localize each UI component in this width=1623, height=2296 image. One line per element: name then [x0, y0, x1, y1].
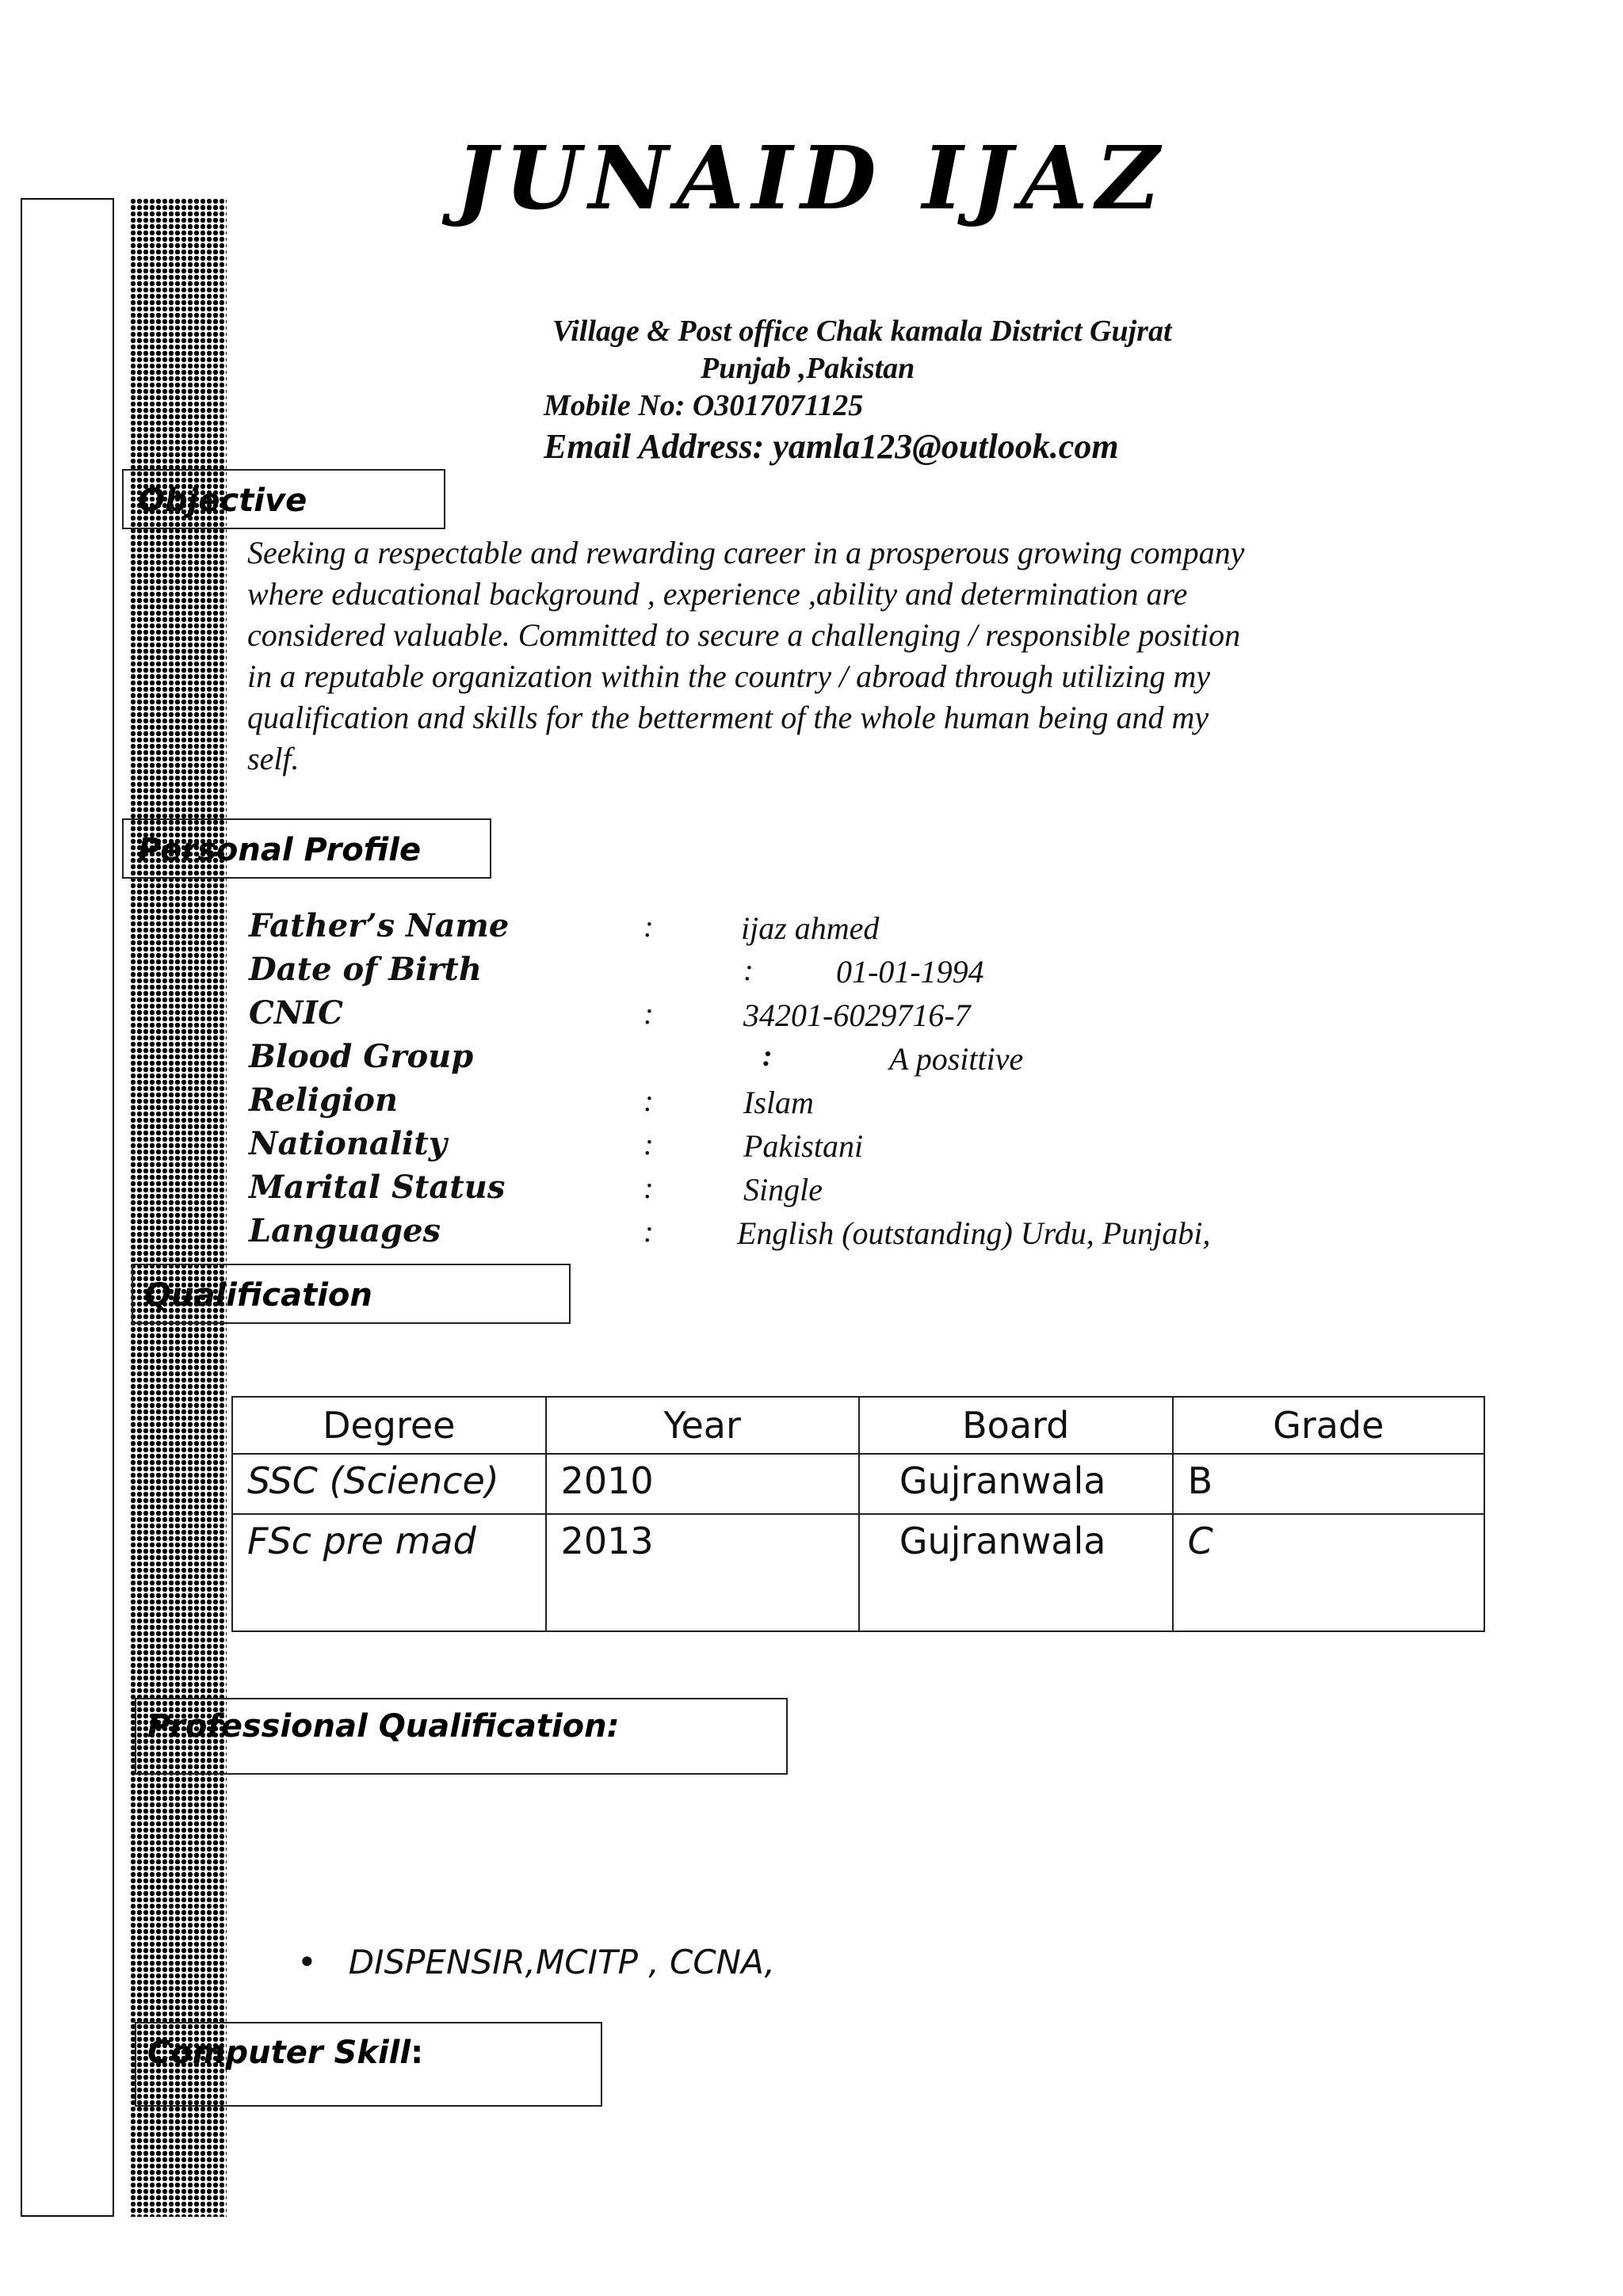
profile-label-blood-group: Blood Group: [249, 1038, 474, 1075]
qualification-table: [231, 1396, 1485, 1632]
profile-colon: :: [643, 910, 654, 944]
profile-colon: :: [643, 1215, 654, 1249]
section-personal-profile: Personal Profile: [122, 818, 491, 879]
profile-label-marital-status: Marital Status: [249, 1169, 506, 1206]
left-border-bar: [21, 198, 114, 2217]
profile-colon: :: [762, 1039, 773, 1073]
profile-label-fathers-name: Father’s Name: [249, 907, 510, 944]
profile-colon: :: [643, 997, 654, 1031]
address-line-1: Village & Post office Chak kamala District Gujrat: [552, 315, 1172, 348]
column-header-board: Board: [859, 1397, 1173, 1454]
profile-label-religion: Religion: [249, 1081, 399, 1119]
table-header-row: [232, 1397, 1484, 1454]
profile-label-dob: Date of Birth: [249, 951, 482, 988]
profile-colon: :: [743, 954, 754, 987]
profile-value-cnic: 34201-6029716-7: [743, 997, 971, 1033]
cell-board: Gujranwala: [859, 1454, 1173, 1514]
profile-value-dob: 01-01-1994: [836, 954, 984, 990]
profile-colon: :: [643, 1128, 654, 1161]
profile-value-nationality: Pakistani: [743, 1128, 864, 1164]
cell-year: 2010: [546, 1454, 859, 1514]
profile-label-languages: Languages: [249, 1212, 441, 1249]
mobile-number: Mobile No: O3017071125: [544, 389, 864, 422]
profile-value-languages: English (outstanding) Urdu, Punjabi,: [737, 1215, 1211, 1251]
cell-grade: B: [1173, 1454, 1484, 1514]
profile-label-cnic: CNIC: [249, 994, 343, 1032]
objective-paragraph: Seeking a respectable and rewarding career in a prosperous growing company where educational background , experience ,ability and determination are considered valuable. Committed to secure a challenging / responsible position in a reputable organization within the country / abroad through utilizing my qualification and skills for the betterment of the whole human being and my self.: [247, 535, 1245, 776]
profile-value-religion: Islam: [743, 1085, 814, 1120]
profile-colon: :: [643, 1172, 654, 1205]
cell-year: 2013: [546, 1514, 859, 1631]
profile-label-nationality: Nationality: [249, 1125, 447, 1162]
email-address: Email Address: yamla123@outlook.com: [544, 427, 1119, 466]
profile-value-fathers-name: ijaz ahmed: [741, 910, 880, 946]
address-line-2: Punjab ,Pakistan: [701, 352, 915, 385]
cell-degree: FSc pre mad: [232, 1514, 546, 1631]
professional-item-text: DISPENSIR,MCITP , CCNA,: [348, 1943, 775, 1981]
section-qualification: Qualification: [132, 1264, 571, 1324]
profile-colon: :: [643, 1085, 654, 1118]
table-row: [232, 1514, 1484, 1631]
cell-board: Gujranwala: [859, 1514, 1173, 1631]
profile-value-blood-group: A posittive: [889, 1041, 1024, 1077]
computer-skill-colon: :: [411, 2035, 424, 2071]
section-professional-qualification: Professional Qualification:: [135, 1698, 788, 1775]
column-header-degree: Degree: [232, 1397, 546, 1454]
section-computer-skill: [135, 2022, 602, 2107]
column-header-grade: Grade: [1173, 1397, 1484, 1454]
cell-grade: C: [1173, 1514, 1484, 1631]
section-objective: Objective: [122, 469, 445, 529]
candidate-name: JUNAID IJAZ: [455, 127, 1168, 229]
profile-value-marital-status: Single: [743, 1172, 823, 1207]
cell-degree: SSC (Science): [232, 1454, 546, 1514]
table-row: [232, 1454, 1484, 1514]
bullet-icon: •: [297, 1943, 317, 1981]
column-header-year: Year: [546, 1397, 859, 1454]
computer-skill-label: Computer Skill: [147, 2035, 411, 2071]
list-item: [297, 1943, 775, 1981]
